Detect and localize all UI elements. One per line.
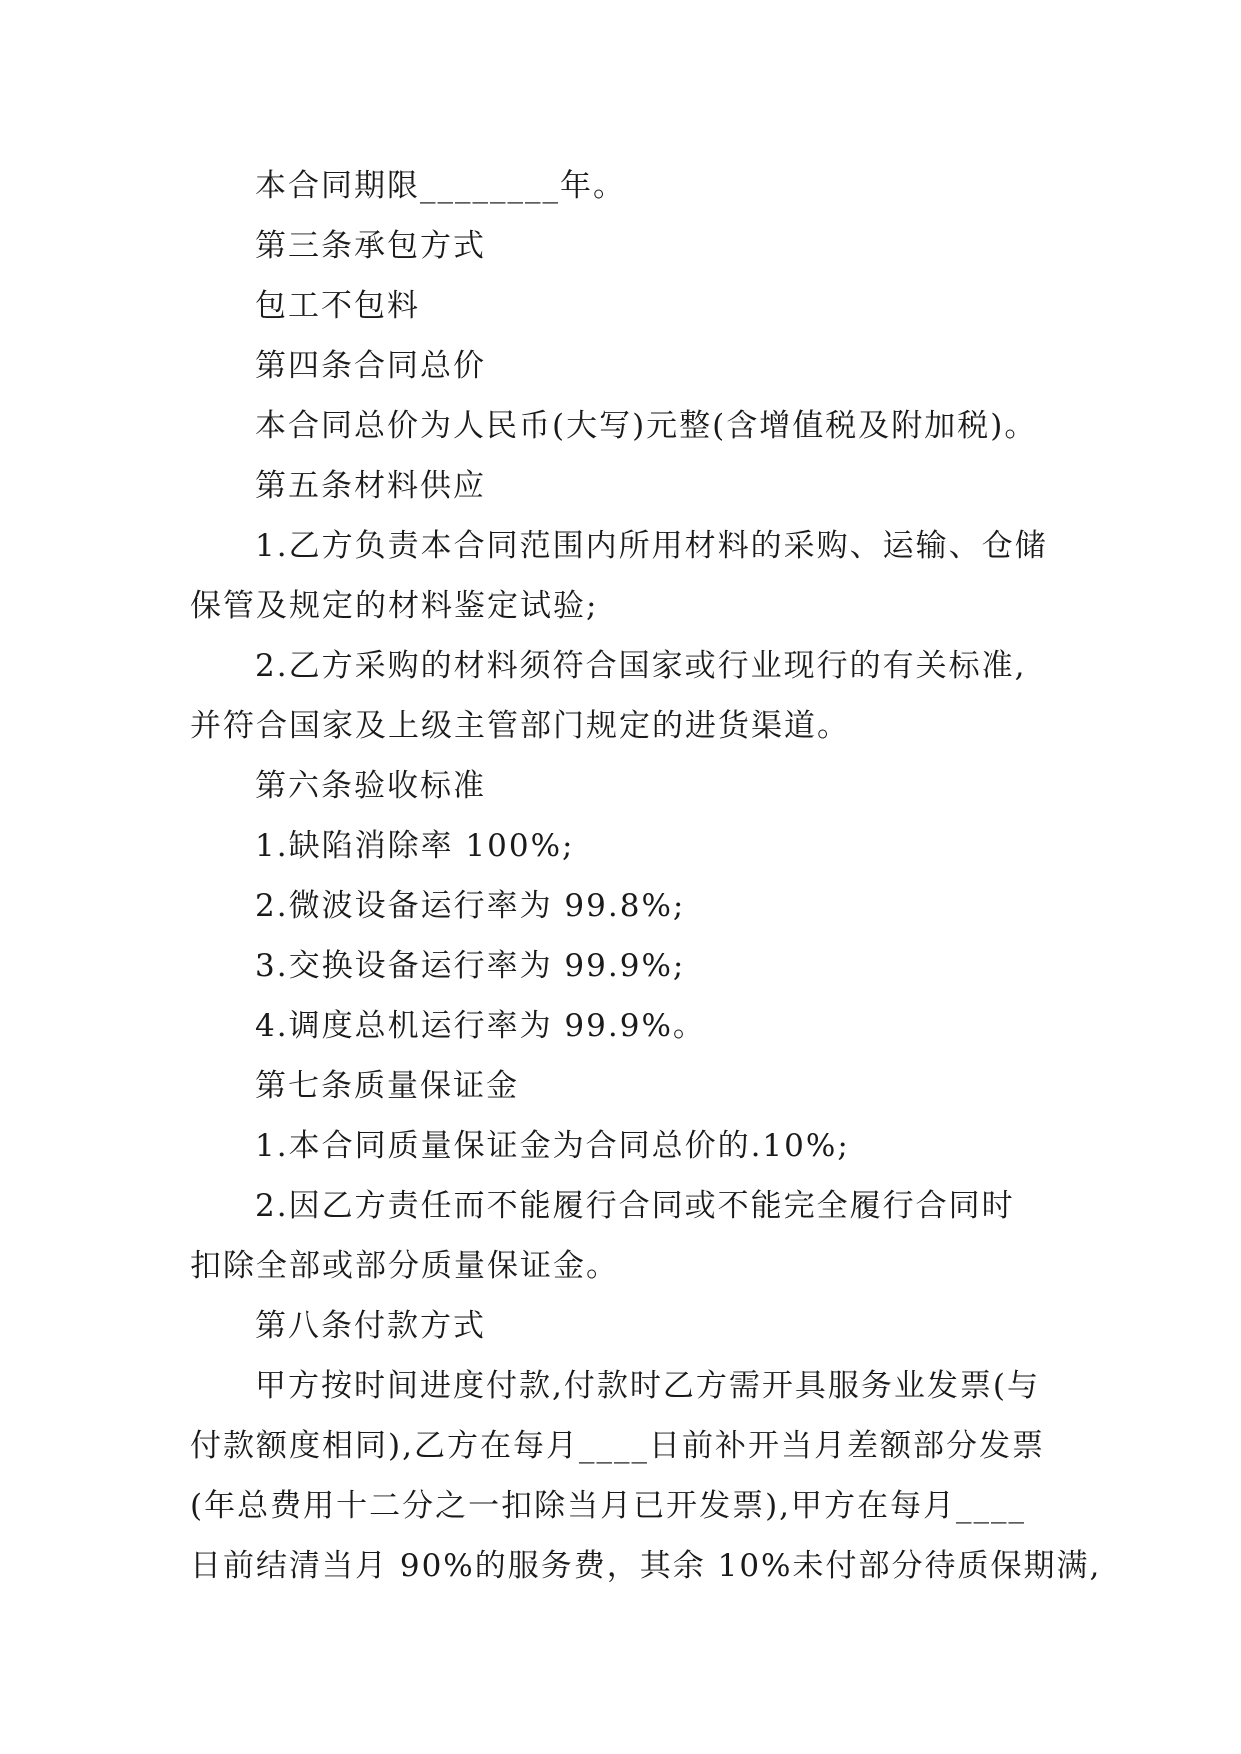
article-8-text-4: 日前结清当月 90%的服务费，其余 10%未付部分待质保期满, — [190, 1548, 1102, 1584]
article-3-text: 包工不包料 — [255, 288, 420, 324]
article-5-item-1-cont: 保管及规定的材料鉴定试验; — [190, 588, 599, 624]
article-8-heading: 第八条付款方式 — [255, 1308, 486, 1344]
article-6-item-2: 2.微波设备运行率为 99.8%; — [255, 888, 686, 924]
article-8-text-2: 付款额度相同),乙方在每月____日前补开当月差额部分发票 — [190, 1428, 1045, 1464]
article-4-heading: 第四条合同总价 — [255, 348, 486, 384]
contract-term-line: 本合同期限________年。 — [255, 168, 626, 204]
article-3-heading: 第三条承包方式 — [255, 228, 486, 264]
article-6-heading: 第六条验收标准 — [255, 768, 486, 804]
article-6-item-4: 4.调度总机运行率为 99.9%。 — [255, 1008, 706, 1044]
article-7-heading: 第七条质量保证金 — [255, 1068, 519, 1104]
article-6-item-3: 3.交换设备运行率为 99.9%; — [255, 948, 686, 984]
article-4-text: 本合同总价为人民币(大写)元整(含增值税及附加税)。 — [255, 408, 1038, 444]
article-5-item-1: 1.乙方负责本合同范围内所用材料的采购、运输、仓储 — [255, 528, 1048, 564]
article-5-item-2-cont: 并符合国家及上级主管部门规定的进货渠道。 — [190, 708, 850, 744]
article-8-text-3: (年总费用十二分之一扣除当月已开发票),甲方在每月____ — [190, 1488, 1027, 1524]
article-5-item-2: 2.乙方采购的材料须符合国家或行业现行的有关标准, — [255, 648, 1027, 684]
article-7-item-2: 2.因乙方责任而不能履行合同或不能完全履行合同时 — [255, 1188, 1015, 1224]
article-7-item-2-cont: 扣除全部或部分质量保证金。 — [190, 1248, 619, 1284]
article-7-item-1: 1.本合同质量保证金为合同总价的.10%; — [255, 1128, 850, 1164]
article-8-text-1: 甲方按时间进度付款,付款时乙方需开具服务业发票(与 — [255, 1368, 1040, 1404]
article-6-item-1: 1.缺陷消除率 100%; — [255, 828, 575, 864]
article-5-heading: 第五条材料供应 — [255, 468, 486, 504]
